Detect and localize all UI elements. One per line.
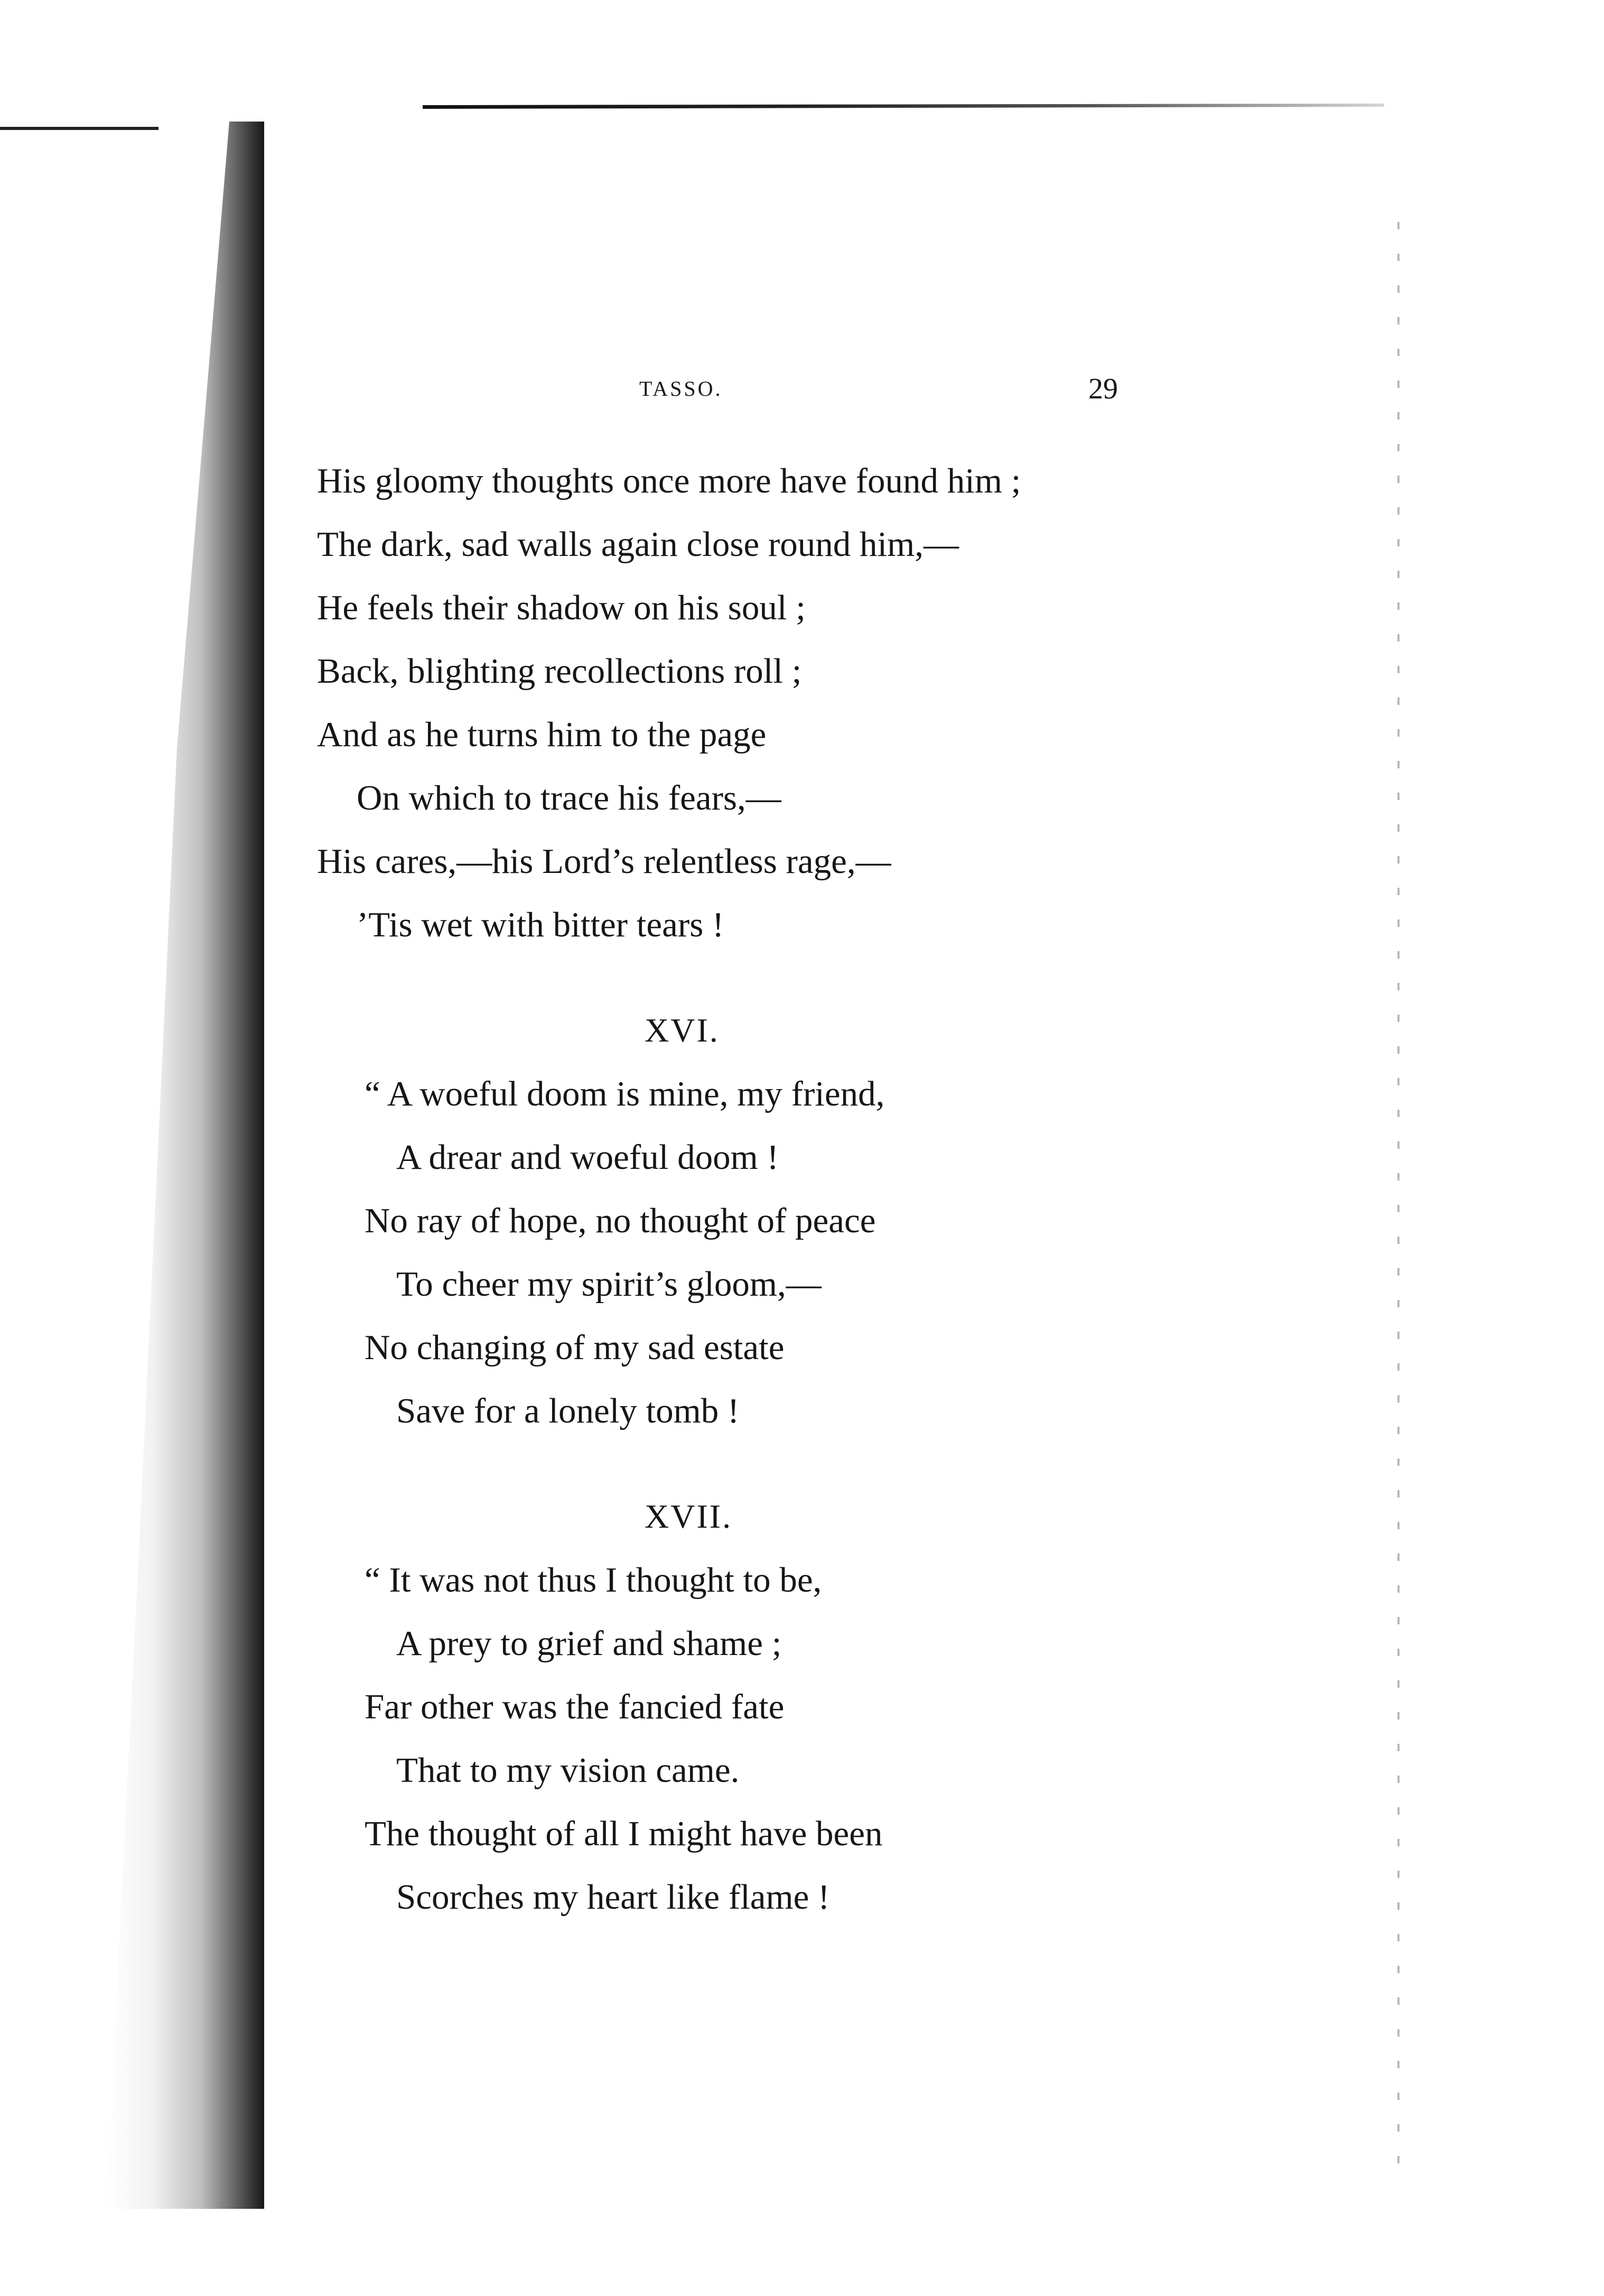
stanza-gap: [317, 956, 1162, 999]
verse-line: His gloomy thoughts once more have found him ;: [317, 461, 1021, 500]
top-print-smudge: [423, 104, 1384, 109]
verse-line: Far other was the fancied fate: [365, 1687, 785, 1726]
page-header: [317, 373, 1162, 408]
stanza-number: XVII.: [645, 1498, 733, 1535]
stanza-gap: [317, 1443, 1162, 1485]
verse-line: Save for a lonely tomb !: [396, 1391, 740, 1430]
verse-line: A prey to grief and shame ;: [396, 1624, 782, 1663]
verse-line: No ray of hope, no thought of peace: [365, 1201, 876, 1240]
verse-line: No changing of my sad estate: [365, 1328, 785, 1367]
stanza-15: [317, 449, 1162, 956]
verse-line: On which to trace his fears,—: [357, 778, 781, 817]
verse-line: Back, blighting recollections roll ;: [317, 652, 802, 691]
verse-line: The thought of all I might have been: [365, 1814, 883, 1853]
running-head: TASSO.: [639, 377, 723, 401]
right-page-edge: [1397, 222, 1400, 2177]
verse-line: He feels their shadow on his soul ;: [317, 588, 806, 627]
verse-line: The dark, sad walls again close round him,—: [317, 525, 959, 564]
page-number: 29: [1088, 373, 1118, 405]
verse-line: “ A woeful doom is mine, my friend,: [365, 1074, 885, 1113]
verse-line: His cares,—his Lord’s relentless rage,—: [317, 842, 891, 881]
stanza-16: [317, 999, 1162, 1443]
verse-line: That to my vision came.: [396, 1751, 740, 1790]
verse-line: Scorches my heart like flame !: [396, 1877, 830, 1917]
page-edge-mark: [0, 127, 158, 130]
verse-line: ’Tis wet with bitter tears !: [357, 905, 724, 944]
stanza-number: XVI.: [645, 1011, 720, 1049]
verse-line: A drear and woeful doom !: [396, 1138, 779, 1177]
stanza-17: [317, 1485, 1162, 1929]
verse-line: To cheer my spirit’s gloom,—: [396, 1265, 822, 1304]
verse-line: “ It was not thus I thought to be,: [365, 1560, 822, 1600]
verse-line: And as he turns him to the page: [317, 715, 767, 754]
poem-body: [317, 449, 1162, 1929]
binding-shadow: [106, 122, 264, 2209]
